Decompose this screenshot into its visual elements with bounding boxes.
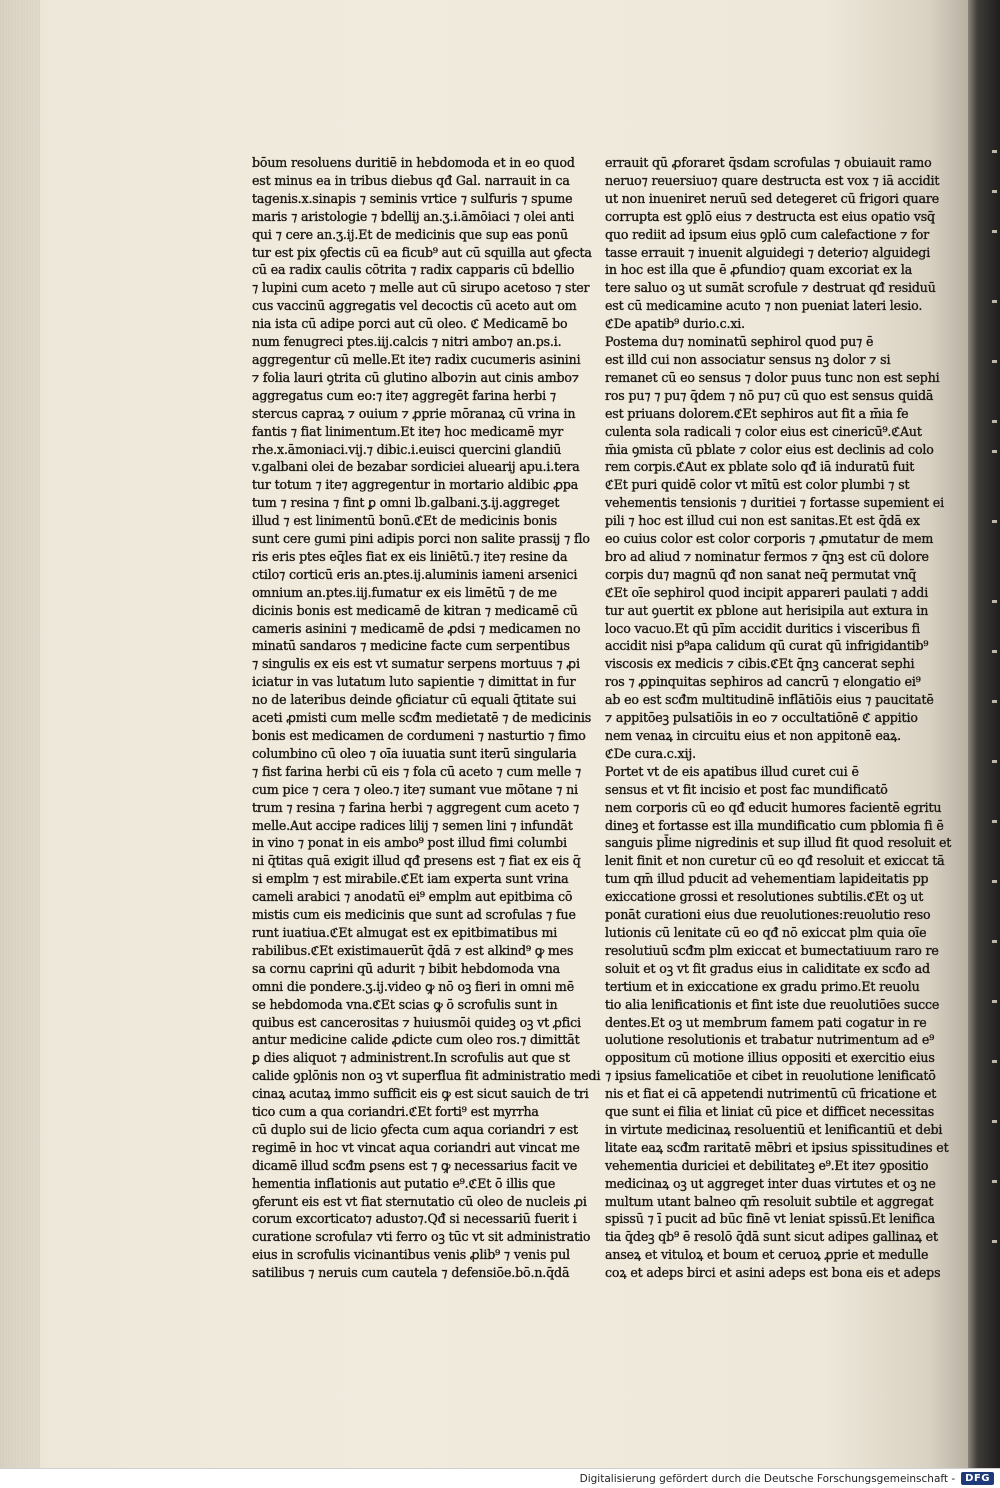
text-line: lenit finit et non curetur cū eo qđ resoluit et exiccat tā [605, 853, 945, 869]
text-line: ris eris ptes eq̄les fiat ex eis liniētū.⁊ ite⁊ resine da [252, 548, 568, 564]
text-line: rem corpis.ℭAut ex pblate solo qđ iā induratū fuit [605, 459, 915, 475]
spine-mark [992, 150, 997, 153]
text-line: ni q̄titas quā exigit illud qđ presens est ⁊ fiat ex eis q̄ [252, 853, 581, 869]
text-line: exiccatione grossi et resolutiones subtilis.ℭEt oꝫ ut [605, 889, 924, 905]
spine-mark [992, 1000, 997, 1003]
text-line: mistis cum eis medicinis que sunt ad scrofulas ⁊ fue [252, 907, 576, 923]
text-line: cū ea radix caulis cōtrita ⁊ radix capparis cū bdellio [252, 262, 575, 278]
text-line: tio alia lenificationis et fint iste due reuolutiōes succe [605, 996, 940, 1012]
spine-mark [992, 1060, 997, 1063]
text-line: antur medicine calide ꝓdicte cum oleo ros.⁊ dimittāt [252, 1032, 580, 1048]
spine-mark [992, 230, 997, 233]
text-line: tasse errauit ⁊ inuenit alguidegi ⁊ deterio⁊ alguidegi [605, 244, 931, 260]
text-line: Postema du⁊ nominatū sephirol quod pu⁊ ē [605, 334, 874, 350]
spine-mark [992, 520, 997, 523]
left-text-column [252, 154, 601, 1282]
text-line: ℭEt puri quidē color vt mītū est color plumbi ⁊ st [605, 477, 910, 493]
text-line: eo cuius color est color corporis ⁊ ꝓmutatur de mem [605, 531, 934, 547]
text-line: lutionis cū lenitate cū eo qđ nō exiccat plm quia oīe [605, 924, 927, 940]
spine-mark [992, 940, 997, 943]
text-line: tia q̄deꝫ qb⁹ ē resolō q̄dā sunt sicut adipes gallinaꝝ et [605, 1229, 938, 1245]
text-line: cū duplo sui de licio ꝯfecta cum aqua coriandri ⁊ est [252, 1121, 578, 1137]
text-line: oppositum cū motione illius oppositi et exercitio eius [605, 1050, 935, 1066]
text-line: omnium an.ptes.iij.fumatur ex eis limētū ⁊ de me [252, 584, 557, 600]
text-line: ꝯferunt eis est vt fiat sternutatio cū oleo de nucleis ꝓi [252, 1193, 587, 1209]
text-line: multum utant balneo qm̄ resoluit subtile et aggregat [605, 1193, 934, 1209]
text-line: sa cornu caprini qū adurit ⁊ bibit hebdomoda vna [252, 960, 561, 976]
text-line: que sunt ei filia et liniat cū pice et difficet necessitas [605, 1104, 935, 1120]
text-line: pili ⁊ hoc est illud cui non est sanitas.Et est q̄dā ex [605, 513, 920, 529]
text-line: tur aut ꝯuertit ex pblone aut herisipila aut extura in [605, 602, 929, 618]
text-line: si emplm ⁊ est mirabile.ℭEt iam experta sunt vrina [252, 871, 569, 887]
spine-mark [992, 880, 997, 883]
text-line: in hoc est illa que ē ꝓfundio⁊ quam excoriat ex la [605, 262, 913, 278]
text-line: no de lateribus deinde ꝯficiatur cū equali q̄titate sui [252, 692, 577, 708]
spine-mark [992, 700, 997, 703]
text-line: rabilibus.ℭEt existimauerūt q̄dā ⁊ est alkind⁹ ꝙ mes [252, 942, 574, 958]
text-line: runt iuatiua.ℭEt almugat est ex epitbimatibus mi [252, 924, 558, 940]
text-line: aceti ꝓmisti cum melle scđm medietatē ⁊ de medicinis [252, 710, 592, 726]
text-line: est minus ea in tribus diebus qđ Gal. narrauit in ca [252, 172, 570, 188]
text-line: viscosis ex medicis ⁊ cibis.ℭEt q̄nꝫ cancerat sephi [605, 656, 915, 672]
text-line: ⁊ appitōeꝫ pulsatiōis in eo ⁊ occultatiōnē ℭ appitio [605, 710, 918, 726]
text-line: ros pu⁊ ⁊ pu⁊ q̄dem ⁊ nō pu⁊ cū quo est sensus quidā [605, 387, 934, 403]
text-line: soluit et oꝫ vt fit gradus eius in caliditate ex scđo ad [605, 960, 930, 976]
text-line: satilibus ⁊ neruis cum cautela ⁊ defensiōe.bō.n.q̄dā [252, 1265, 570, 1281]
text-line: minatū sandaros ⁊ medicine facte cum serpentibus [252, 638, 570, 654]
funding-notice: Digitalisierung gefördert durch die Deutsche Forschungsgemeinschaft - [579, 1472, 956, 1485]
text-line: cinaꝝ acutaꝝ immo sufficit eis ꝙ est sicut sauich de tri [252, 1086, 589, 1102]
text-line: aggregatus cum eo:⁊ ite⁊ aggregēt farina herbi ⁊ [252, 387, 557, 403]
text-line: culenta sola radicali ⁊ color eius est cinericū⁹.ℭAut [605, 423, 922, 439]
text-line: accidit nisi p⁹apa calidum qū curat qū infrigidantib⁹ [605, 638, 929, 654]
text-line: cameli arabici ⁊ anodatū ei⁹ emplm aut epitbima cō [252, 889, 573, 905]
text-line: ros ⁊ ꝓpinquitas sephiros ad cancrū ⁊ elongatio ei⁹ [605, 674, 921, 690]
text-line: ⁊ lupini cum aceto ⁊ melle aut cū sirupo acetoso ⁊ ster [252, 280, 590, 296]
text-line: trum ⁊ resina ⁊ farina herbi ⁊ aggregent cum aceto ⁊ [252, 799, 580, 815]
text-line: bonis est medicamen de cordumeni ⁊ nasturtio ⁊ fimo [252, 728, 586, 743]
text-line: tur totum ⁊ ite⁊ aggregentur in mortario aldibic ꝓpa [252, 477, 579, 493]
spine-mark [992, 360, 997, 363]
text-line: columbino cū oleo ⁊ oīa iuuatia sunt iterū singularia [252, 745, 577, 761]
text-line: coꝝ et adeps birci et asini adeps est bona eis et adeps [605, 1265, 941, 1281]
text-line: loco vacuo.Et qū pīm accidit duritics i visceribus fi [605, 620, 921, 636]
text-line: nis et fiat ei cā appetendi nutrimentū cū fricatione et [605, 1086, 937, 1102]
text-line: in vino ⁊ ponat in eis ambo⁹ post illud fimi columbi [252, 835, 567, 851]
text-line: maris ⁊ aristologie ⁊ bdellij an.ʒ.i.āmōiaci ⁊ olei anti [252, 208, 574, 224]
text-line: resolutiuū scđm plm exiccat et bumectatiuum raro re [605, 942, 939, 958]
text-line: ponāt curationi eius due reuolutiones:reuolutio reso [605, 907, 931, 923]
text-line: tagenis.x.sinapis ⁊ seminis vrtice ⁊ sulfuris ⁊ spume [252, 190, 573, 206]
spine-mark [992, 450, 997, 453]
right-text-column [605, 154, 952, 1282]
text-line: ab eo est scđm multitudinē inflātiōis eius ⁊ paucitatē [605, 692, 934, 708]
text-line: num fenugreci ptes.iij.calcis ⁊ nitri ambo⁊ an.ps.i. [252, 334, 562, 350]
text-line: corum excorticato⁊ adusto⁊.Qđ si necessariū fuerit i [252, 1211, 577, 1227]
text-line: ctilo⁊ corticū eris an.ptes.ij.aluminis iameni arsenici [252, 566, 578, 582]
text-line: est cū medicamine acuto ⁊ non pueniat lateri lesio. [605, 298, 923, 314]
text-line: vehementia duriciei et debilitateꝫ e⁹.Et ite⁊ ꝯpositio [605, 1157, 929, 1173]
text-line: eius in scrofulis vicinantibus venis ꝓlib⁹ ⁊ venis pul [252, 1247, 570, 1263]
text-line: tur est pix ꝯfectis cū ea ficub⁹ aut cū squilla aut ꝯfecta [252, 244, 592, 260]
text-line: iciatur in vas lutatum luto sapientie ⁊ dimittat in fur [252, 674, 576, 690]
text-line: remanet cū eo sensus ⁊ dolor puus tunc non est sephi [605, 369, 940, 385]
spine-mark [992, 1180, 997, 1183]
text-line: dentes.Et oꝫ ut membrum famem pati cogatur in re [605, 1014, 927, 1030]
text-line: v.galbani olei de bezabar sordiciei aluearij apu.i.tera [252, 459, 580, 475]
text-line: tum qm̄ illud pducit ad vehementiam lapideitatis pp [605, 871, 929, 887]
text-line: tere saluo oꝫ ut sumāt scrofule ⁊ destruat qđ residuū [605, 280, 936, 296]
text-line: regimē in hoc vt vincat aqua coriandri aut vincat me [252, 1139, 580, 1155]
text-line: anseꝝ et vituloꝝ et boum et ceruoꝝ ꝓprie et medulle [605, 1247, 929, 1263]
spine-mark [992, 600, 997, 603]
text-line: cameris asinini ⁊ medicamē de ꝓdsi ⁊ medicamen no [252, 620, 581, 636]
text-line: sunt cere gumi pini adipis porci non salite prassij ⁊ flo [252, 531, 590, 547]
text-line: quo rediit ad ipsum eius ꝯplō cum calefactione ⁊ for [605, 226, 930, 242]
text-line: ⁊ fist farina herbi cū eis ⁊ fola cū aceto ⁊ cum melle ⁊ [252, 763, 582, 779]
text-line: Portet vt de eis apatibus illud curet cui ē [605, 763, 859, 779]
spine-mark [992, 420, 997, 423]
text-line: illud ⁊ est linimentū bonū.ℭEt de medicinis bonis [252, 513, 557, 529]
spine-mark [992, 1120, 997, 1123]
text-line: in virtute medicinaꝝ resoluentiū et lenificantiū et debi [605, 1121, 943, 1137]
dfg-logo-icon: DFG [961, 1472, 994, 1485]
text-line: errauit qū ꝓforaret q̄sdam scrofulas ⁊ obuiauit ramo [605, 155, 932, 170]
book-spine [968, 0, 1000, 1468]
text-line: neruo⁊ reuersiuo⁊ quare destructa est vox ⁊ iā accidit [605, 172, 940, 188]
text-line: omni die pondere.ʒ.ij.video ꝙ nō oꝫ fieri in omni mē [252, 978, 575, 994]
text-line: vehementis tensionis ⁊ duritiei ⁊ fortasse supemient ei [605, 495, 944, 511]
text-line: nem venaꝝ in circuitu eius et non appitonē eaꝝ. [605, 728, 902, 743]
text-line: tertium et in exiccatione ex gradu primo.Et reuolu [605, 978, 920, 994]
text-line: nia ista cū adipe porci aut cū oleo. ℭ Medicamē bo [252, 316, 568, 332]
text-line: calide ꝯplōnis non oꝫ vt superflua fit administratio medi [252, 1068, 601, 1084]
text-line: tum ⁊ resina ⁊ fint ꝑ omni lb.galbani.ʒ.ij.aggreget [252, 495, 560, 511]
text-line: bōum resoluens duritiē in hebdomoda et in eo quod [252, 155, 575, 170]
text-line: bro ad aliud ⁊ nominatur fermos ⁊ q̄nꝫ est cū dolore [605, 548, 929, 564]
text-line: corrupta est ꝯplō eius ⁊ destructa est eius opatio vsq̄ [605, 208, 935, 224]
text-line: dicinis bonis est medicamē de kitran ⁊ medicamē cū [252, 602, 578, 618]
text-line: sensus et vt fit incisio et post fac mundificatō [605, 781, 888, 797]
text-line: corpis du⁊ magnū qđ non sanat neq̄ permutat vnq̄ [605, 566, 917, 582]
text-line: nem corporis cū eo qđ educit humores facientē egritu [605, 799, 942, 815]
text-line: est priuans dolorem.ℭEt sephiros aut fit a m̄ia fe [605, 405, 909, 421]
spine-mark [992, 1240, 997, 1243]
footer-bar [0, 1468, 1000, 1488]
text-line: stercus capraꝝ ⁊ ouium ⁊ ꝓprie mōranaꝝ cū vrina in [252, 405, 576, 421]
page-edge-stack [0, 0, 40, 1468]
spine-mark [992, 760, 997, 763]
text-line: ℭDe apatib⁹ durio.c.xi. [605, 316, 746, 332]
text-line: curatione scrofula⁊ vti ferro oꝫ tūc vt sit administratio [252, 1229, 591, 1245]
text-line: tico cum a qua coriandri.ℭEt forti⁹ est myrrha [252, 1104, 539, 1120]
text-line: ℭDe cura.c.xij. [605, 745, 696, 761]
text-line: est illd cui non associatur sensus nꝫ dolor ⁊ si [605, 351, 891, 367]
text-line: se hebdomoda vna.ℭEt scias ꝙ ō scrofulis sunt in [252, 996, 558, 1012]
text-line: medicinaꝝ oꝫ ut aggreget inter duas virtutes et oꝫ ne [605, 1175, 936, 1191]
text-line: melle.Aut accipe radices lilij ⁊ semen lini ⁊ infundāt [252, 817, 573, 833]
text-line: quibus est cancerositas ⁊ huiusmōi quideꝫ oꝫ vt ꝓfici [252, 1014, 581, 1030]
text-line: ut non inueniret neruū sed detegeret cū frigori quare [605, 190, 940, 206]
text-line: rhe.x.āmoniaci.vij.⁊ dibic.i.euisci quercini glandiū [252, 441, 562, 457]
text-line: litate eaꝝ scđm raritatē mēbri et ipsius spissitudines et [605, 1139, 949, 1155]
text-line: dineꝫ et fortasse est illa mundificatio cum pblomia fi ē [605, 817, 944, 833]
text-line: ꝑ dies aliquot ⁊ administrent.In scrofulis aut que st [252, 1050, 570, 1066]
text-line: dicamē illud scđm ꝑsens est ⁊ ꝙ necessarius facit ve [252, 1157, 578, 1173]
text-line: ⁊ folia lauri ꝯtrita cū glutino albo⁊in aut cinis ambo⁊ [252, 369, 579, 385]
text-line: cus vaccinū aggregatis vel decoctis cū aceto aut om [252, 298, 577, 314]
text-line: uolutione resolutionis et trabatur nutrimentum ad e⁹ [605, 1032, 935, 1048]
spine-mark [992, 190, 997, 193]
text-line: sanguis pl̄ime nigredinis et sup illud fit quod resoluit et [605, 835, 952, 851]
text-line: ⁊ singulis ex eis est vt sumatur serpens mortuus ⁊ ꝓi [252, 656, 580, 672]
spine-mark [992, 820, 997, 823]
text-line: ℭEt oīe sephirol quod incipit appareri paulati ⁊ addi [605, 584, 929, 600]
text-line: hementia inflationis aut putatio e⁹.ℭEt ō illis que [252, 1175, 556, 1191]
text-line: cum pice ⁊ cera ⁊ oleo.⁊ ite⁊ sumant vue mōtane ⁊ ni [252, 781, 578, 797]
text-line: m̄ia ꝯmista cū pblate ⁊ color eius est declinis ad colo [605, 441, 934, 457]
text-line: qui ⁊ cere an.ʒ.ij.Et de medicinis que sup eas ponū [252, 226, 568, 242]
spine-mark [992, 300, 997, 303]
text-line: aggregentur cū melle.Et ite⁊ radix cucumeris asinini [252, 351, 581, 367]
spine-mark [992, 650, 997, 653]
text-line: fantis ⁊ fiat linimentum.Et ite⁊ hoc medicamē myr [252, 423, 564, 439]
text-line: ⁊ ipsius famelicatiōe et cibet in reuolutione lenificatō [605, 1068, 936, 1084]
text-line: spissū ⁊ ī pucit ad būc finē vt leniat spissū.Et lenifica [605, 1211, 935, 1227]
